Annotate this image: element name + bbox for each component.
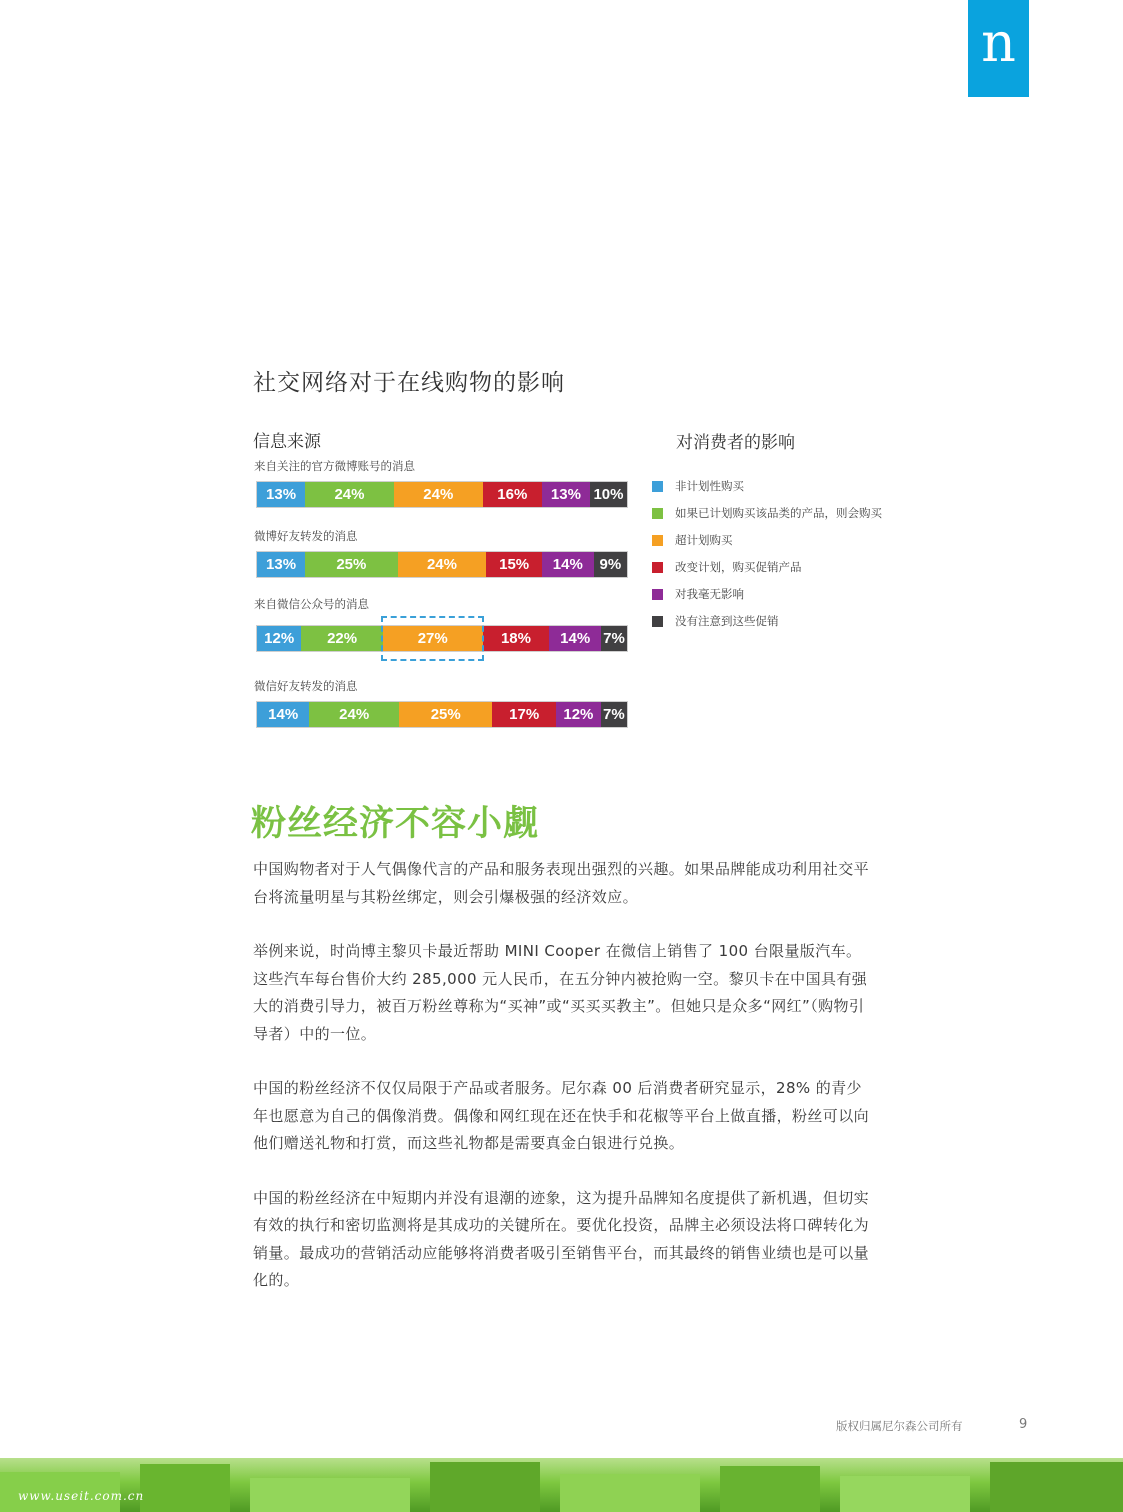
bar-segment [257, 552, 305, 577]
data-label: 27% [417, 630, 448, 647]
legend-item [652, 505, 882, 522]
legend-item [652, 532, 882, 549]
data-label: 24% [339, 706, 370, 723]
data-label: 16% [497, 486, 528, 503]
legend-label: 改变计划，购买促销产品 [675, 560, 802, 574]
bar-segment [398, 552, 487, 577]
paragraph: 举例来说，时尚博主黎贝卡最近帮助 MINI Cooper 在微信上销售了 100 台限量版汽车。这些汽车每台售价大约 285,000 元人民币，在五分钟内被抢购一空。黎贝卡在中国具有强大的消费引导力，被百万粉丝尊称为“买神”或“买买买教主”。但她只是众多“网红”（购物引导者）中的一位。 [253, 942, 868, 1043]
data-label: 10% [593, 486, 624, 503]
bar-segment [549, 626, 601, 651]
bar-segment [486, 552, 542, 577]
data-label: 14% [560, 630, 591, 647]
nielsen-logo: n [968, 0, 1029, 97]
paragraph: 中国的粉丝经济在中短期内并没有退潮的迹象，这为提升品牌知名度提供了新机遇，但切实有效的执行和密切监测将是其成功的关键所在。要优化投资，品牌主必须设法将口碑转化为销量。最成功的营销活动应能够将消费者吸引至销售平台，而其最终的销售业绩也是可以量化的。 [253, 1188, 870, 1289]
data-label: 14% [268, 706, 299, 723]
bar-segment [394, 482, 483, 507]
legend-swatch [652, 562, 663, 573]
legend-title: 对消费者的影响 [676, 433, 795, 453]
legend-swatch [652, 508, 663, 519]
legend-swatch [652, 481, 663, 492]
legend-label: 对我毫无影响 [675, 587, 744, 601]
chart-legend [652, 478, 882, 640]
data-label: 17% [509, 706, 540, 723]
legend-item [652, 613, 882, 630]
data-label: 9% [599, 556, 622, 573]
legend-item [652, 478, 882, 495]
bar-segment [309, 702, 399, 727]
paragraph: 中国的粉丝经济不仅仅局限于产品或者服务。尼尔森 00 后消费者研究显示，28% 的青少年也愿意为自己的偶像消费。偶像和网红现在还在快手和花椒等平台上做直播，粉丝可以向他们赠送礼物和打赏，而这些礼物都是需要真金白银进行兑换。 [253, 1079, 870, 1152]
stacked-bar [256, 481, 628, 508]
category-label: 微信好友转发的消息 [254, 679, 358, 693]
watermark: www.useit.com.cn [18, 1489, 145, 1503]
bar-segment [483, 482, 542, 507]
stacked-bar [256, 701, 628, 728]
stacked-bar [256, 625, 628, 652]
legend-item [652, 559, 882, 576]
bar-segment [492, 702, 556, 727]
data-label: 7% [603, 630, 625, 647]
data-label: 13% [550, 486, 581, 503]
data-label: 24% [423, 486, 454, 503]
bar-segment [305, 552, 398, 577]
bar-segment [305, 482, 394, 507]
bar-segment [590, 482, 627, 507]
article-heading: 粉丝经济不容小觑 [251, 804, 540, 844]
legend-swatch [652, 589, 663, 600]
bar-segment [601, 702, 627, 727]
legend-label: 超计划购买 [675, 533, 733, 547]
legend-label: 非计划性购买 [675, 479, 744, 493]
bar-segment [483, 626, 550, 651]
bar-segment [383, 626, 483, 651]
bar-segment [556, 702, 601, 727]
data-label: 12% [563, 706, 594, 723]
bar-segment [257, 482, 305, 507]
data-label: 18% [500, 630, 531, 647]
data-label: 14% [552, 556, 583, 573]
legend-swatch [652, 535, 663, 546]
bar-segment [399, 702, 492, 727]
data-label: 15% [499, 556, 530, 573]
page-number: 9 [1019, 1417, 1028, 1432]
paragraph: 中国购物者对于人气偶像代言的产品和服务表现出强烈的兴趣。如果品牌能成功利用社交平台将流量明星与其粉丝绑定，则会引爆极强的经济效应。 [253, 860, 870, 906]
legend-item [652, 586, 882, 603]
data-label: 7% [603, 706, 625, 723]
bar-segment [257, 702, 309, 727]
chart-title: 社交网络对于在线购物的影响 [253, 370, 565, 396]
info-source-heading: 信息来源 [253, 432, 321, 452]
copyright-text: 版权归属尼尔森公司所有 [836, 1419, 963, 1433]
bar-segment [542, 552, 594, 577]
stacked-bar [256, 551, 628, 578]
legend-swatch [652, 616, 663, 627]
bar-segment [594, 552, 627, 577]
data-label: 25% [430, 706, 461, 723]
data-label: 24% [426, 556, 457, 573]
bar-segment [301, 626, 382, 651]
bar-segment [257, 626, 301, 651]
bar-segment [601, 626, 627, 651]
bar-segment [542, 482, 590, 507]
data-label: 12% [264, 630, 295, 647]
category-label: 微博好友转发的消息 [254, 529, 358, 543]
data-label: 13% [266, 486, 297, 503]
article-body [253, 856, 873, 1322]
category-label: 来自微信公众号的消息 [254, 597, 369, 611]
data-label: 22% [327, 630, 358, 647]
green-footer-band [0, 1458, 1123, 1512]
data-label: 24% [334, 486, 365, 503]
category-label: 来自关注的官方微博账号的消息 [254, 459, 415, 473]
data-label: 25% [336, 556, 367, 573]
legend-label: 没有注意到这些促销 [675, 614, 779, 628]
data-label: 13% [266, 556, 297, 573]
legend-label: 如果已计划购买该品类的产品，则会购买 [675, 506, 882, 520]
